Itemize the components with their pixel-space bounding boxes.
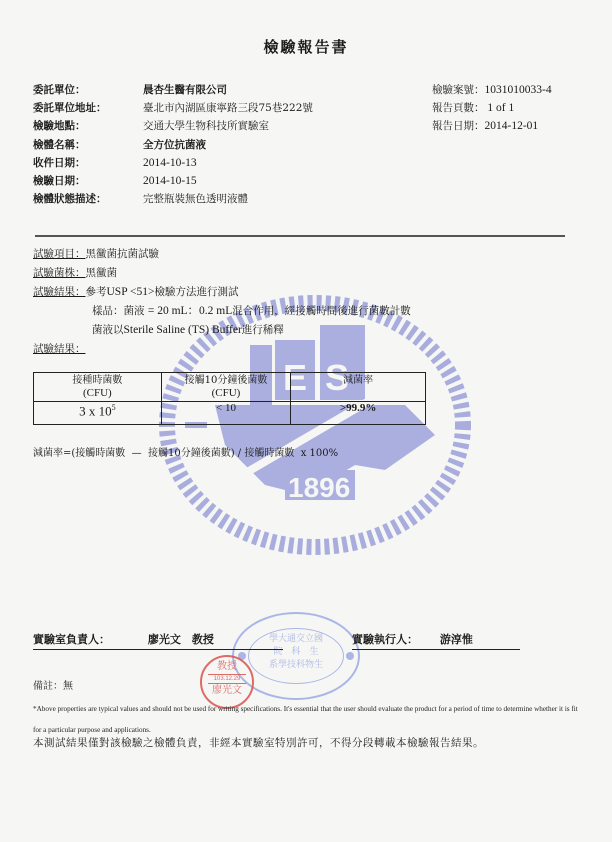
initial-count-cell: 3 x $10^5$ xyxy=(34,402,162,425)
test-method-prefix: 參考 xyxy=(85,286,107,298)
test-method-label: 試驗結果： xyxy=(33,286,86,298)
table-row xyxy=(34,402,426,425)
header-reduction-rate: 減菌率 xyxy=(291,373,426,402)
received-date-row xyxy=(33,155,197,171)
institute-seal-stamp: 學大通交立國 院 科 生 系學技科物生 xyxy=(232,612,360,700)
client-value: 晨杏生醫有限公司 xyxy=(143,84,227,96)
sample-ratio-prefix: 樣品：菌液 xyxy=(92,305,148,317)
remarks-label: 備註： xyxy=(33,681,63,692)
sample-ratio-row xyxy=(92,303,411,319)
test-date-value: 2014-10-15 xyxy=(143,175,197,187)
client-label: 委託單位： xyxy=(33,84,86,96)
test-location-row xyxy=(33,118,269,134)
report-date-row xyxy=(432,118,538,134)
sample-name-value: 全方位抗菌液 xyxy=(143,139,206,151)
page-count-row xyxy=(432,100,514,116)
sample-condition-value: 完整瓶裝無色透明液體 xyxy=(143,193,248,205)
results-header-row xyxy=(34,373,426,402)
sample-name-label: 檢體名稱： xyxy=(33,139,86,151)
client-address-value: 臺北市內湖區康寧路三段75巷222號 xyxy=(143,102,313,114)
lab-head-label: 實驗室負責人： xyxy=(33,633,110,646)
professor-seal-stamp: 教授 103.12.29 廖光文 xyxy=(200,655,254,709)
report-date-label: 報告日期： xyxy=(432,120,485,132)
results-table xyxy=(33,372,426,425)
test-location-value: 交通大學生物科技所實驗室 xyxy=(143,120,269,132)
sample-ratio-value: = 20 mL：0.2 mL xyxy=(147,305,233,317)
svg-text:1896: 1896 xyxy=(288,472,351,503)
executor-signature xyxy=(352,632,520,650)
case-number-row xyxy=(432,82,552,98)
remarks xyxy=(33,680,73,694)
results-heading: 試驗結果： xyxy=(33,343,86,355)
results-heading-row xyxy=(33,341,86,357)
executor-label: 實驗執行人： xyxy=(352,633,418,646)
test-strain-label: 試驗菌株： xyxy=(33,267,86,279)
case-number-label: 檢驗案號： xyxy=(432,84,485,96)
test-location-label: 檢驗地點： xyxy=(33,120,86,132)
svg-text:E: E xyxy=(283,357,308,398)
test-strain-row xyxy=(33,265,117,281)
sample-condition-label: 檢體狀態描述： xyxy=(33,193,107,205)
executor-name: 游淳惟 xyxy=(439,633,473,646)
test-method-row xyxy=(33,284,239,300)
remarks-value: 無 xyxy=(63,681,73,692)
after-count-cell: < 10 xyxy=(161,402,291,425)
dilution-prefix: 菌液以 xyxy=(92,324,124,336)
dilution-suffix: 進行稀釋 xyxy=(241,324,284,336)
test-item-label: 試驗項目： xyxy=(33,248,86,260)
test-strain-value: 黑黴菌 xyxy=(85,267,117,279)
test-item-value: 黑黴菌抗菌試驗 xyxy=(85,248,159,260)
sample-condition-row xyxy=(33,191,248,207)
header-initial-count: 接種時菌數 (CFU) xyxy=(34,373,162,402)
lab-head-name: 廖光文 教授 xyxy=(147,633,214,646)
client-address-label: 委託單位地址： xyxy=(33,102,107,114)
reduction-rate-cell: >99.9% xyxy=(291,402,426,425)
report-title: 檢驗報告書 xyxy=(263,38,349,56)
test-date-label: 檢驗日期： xyxy=(33,175,86,187)
section-divider xyxy=(35,235,565,237)
client-row xyxy=(33,82,227,98)
page-count-value: 1 of 1 xyxy=(484,102,515,114)
received-date-value: 2014-10-13 xyxy=(143,157,197,169)
svg-text:S: S xyxy=(325,357,350,398)
report-date-value: 2014-12-01 xyxy=(484,120,539,132)
case-number-value: 1031010033-4 xyxy=(484,84,552,96)
english-disclaimer: *Above properties are typical values and should not be used for writing specifications. It's essential that the user should evaluate the product for a period of time to determine whether it is fit for a particular purpose and applications. xyxy=(33,705,578,734)
test-date-row xyxy=(33,173,197,189)
reduction-formula: 減菌率=(接觸時菌數 — 接觸10分鐘後菌數) / 接觸時菌數 x 100% xyxy=(33,448,339,459)
client-address-row xyxy=(33,100,313,116)
dilution-row xyxy=(92,322,284,338)
lab-head-signature xyxy=(33,632,283,650)
page-count-label: 報告頁數： xyxy=(432,102,485,114)
test-item-row xyxy=(33,246,159,262)
header-after-10min-count: 接觸10分鐘後菌數 (CFU) xyxy=(161,373,291,402)
test-method-suffix: 檢驗方法進行測試 xyxy=(154,286,239,298)
received-date-label: 收件日期： xyxy=(33,157,86,169)
sample-ratio-suffix: 混合作用，經接觸時間後進行菌數計數 xyxy=(232,305,411,317)
test-method-standard: USP <51> xyxy=(106,286,155,298)
seal-dot-icon xyxy=(346,652,354,660)
dilution-buffer: Sterile Saline (TS) Buffer xyxy=(123,324,242,336)
sample-name-row xyxy=(33,137,206,153)
usage-restriction-note: 本測試結果僅對該檢驗之檢體負責，非經本實驗室特別許可，不得分段轉載本檢驗報告結果。 xyxy=(33,737,484,749)
